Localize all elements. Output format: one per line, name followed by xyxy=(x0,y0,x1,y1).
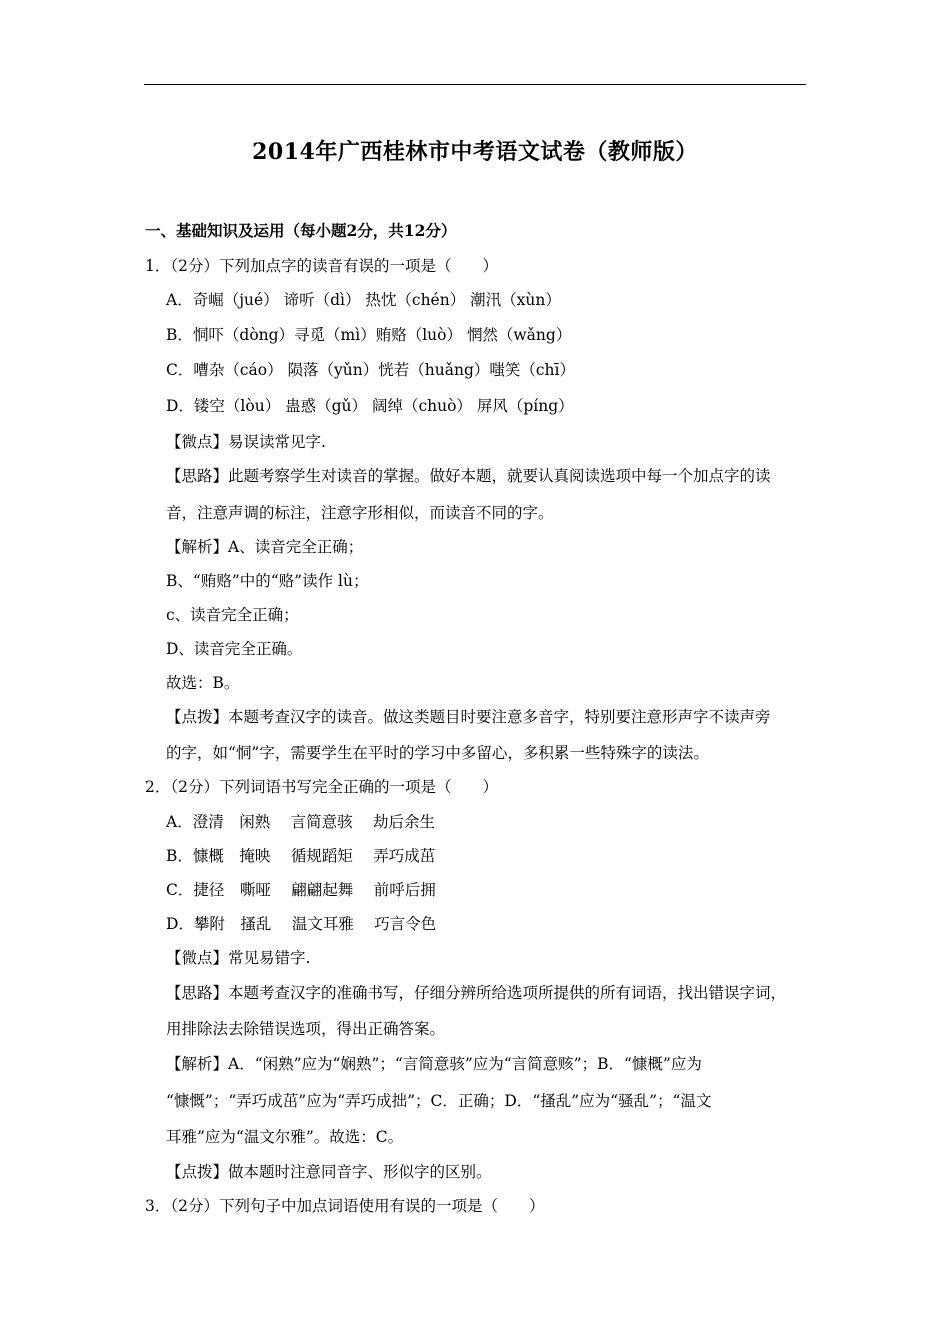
question-2-option-b: B．慷概 掩映 循规蹈矩 弄巧成茁 xyxy=(166,847,436,865)
question-1-jiexi-line5: 故选：B。 xyxy=(166,674,240,692)
question-3-stem: 3．（2分）下列句子中加点词语使用有误的一项是（ ） xyxy=(145,1197,545,1215)
question-2-weidian: 【微点】常见易错字. xyxy=(166,949,311,967)
question-1-option-a: A．奇崛（jué） 谛听（dì） 热忱（chén） 潮汛（xùn） xyxy=(166,291,561,309)
question-2-option-a: A．澄清 闲熟 言简意骇 劫后余生 xyxy=(166,813,436,831)
question-2-jiexi-line1: 【解析】A．“闲熟”应为“娴熟”；“言简意骇”应为“言简意赅”；B．“慷概”应为 xyxy=(166,1055,702,1073)
question-1-option-d: D．镂空（lòu） 蛊惑（gǔ） 阔绰（chuò） 屏风（píng） xyxy=(166,397,574,415)
question-1-option-c: C．嘈杂（cáo） 陨落（yǔn）恍若（huǎng）嗤笑（chī） xyxy=(166,361,575,379)
question-2-jiexi-line2: “慷慨”；“弄巧成茁”应为“弄巧成拙”；C．正确；D．“搔乱”应为“骚乱”；“温文 xyxy=(166,1092,712,1110)
question-1-silu-line2: 音，注意声调的标注，注意字形相似，而读音不同的字。 xyxy=(166,504,554,522)
header-rule xyxy=(144,84,806,85)
section-heading: 一、基础知识及运用（每小题2分，共12分） xyxy=(145,221,457,240)
question-1-option-b: B．恫吓（dòng）寻觅（mì）贿赂（luò） 惘然（wǎng） xyxy=(166,326,572,344)
question-2-dianbo: 【点拨】做本题时注意同音字、形似字的区别。 xyxy=(166,1163,492,1181)
question-2-option-d: D．攀附 搔乱 温文耳雅 巧言令色 xyxy=(166,915,437,933)
question-2-jiexi-line3: 耳雅”应为“温文尔雅”。故选：C。 xyxy=(166,1128,404,1146)
question-2-silu-line1: 【思路】本题考查汉字的准确书写，仔细分辨所给选项所提供的所有词语，找出错误字词， xyxy=(166,984,787,1002)
question-1-jiexi-line2: B、“贿赂”中的“赂”读作 lù； xyxy=(166,572,369,590)
document-title: 2014年广西桂林市中考语文试卷（教师版） xyxy=(252,139,698,165)
question-1-jiexi-line3: c、读音完全正确； xyxy=(166,606,299,624)
question-1-jiexi-line1: 【解析】A、读音完全正确； xyxy=(166,538,364,556)
question-1-dianbo-line1: 【点拨】本题考查汉字的读音。做这类题目时要注意多音字，特别要注意形声字不读声旁 xyxy=(166,708,771,726)
question-2-stem: 2．（2分）下列词语书写完全正确的一项是（ ） xyxy=(145,778,498,796)
question-1-stem: 1．（2分）下列加点字的读音有误的一项是（ ） xyxy=(145,257,498,275)
question-2-silu-line2: 用排除法去除错误选项，得出正确答案。 xyxy=(166,1020,446,1038)
question-1-jiexi-line4: D、读音完全正确。 xyxy=(166,640,303,658)
question-1-silu-line1: 【思路】此题考察学生对读音的掌握。做好本题，就要认真阅读选项中每一个加点字的读 xyxy=(166,467,771,485)
question-1-weidian: 【微点】易误读常见字. xyxy=(166,433,326,451)
question-1-dianbo-line2: 的字，如“恫”字，需要学生在平时的学习中多留心，多积累一些特殊字的读法。 xyxy=(166,744,709,762)
question-2-option-c: C．捷径 嘶哑 翩翩起舞 前呼后拥 xyxy=(166,881,436,899)
